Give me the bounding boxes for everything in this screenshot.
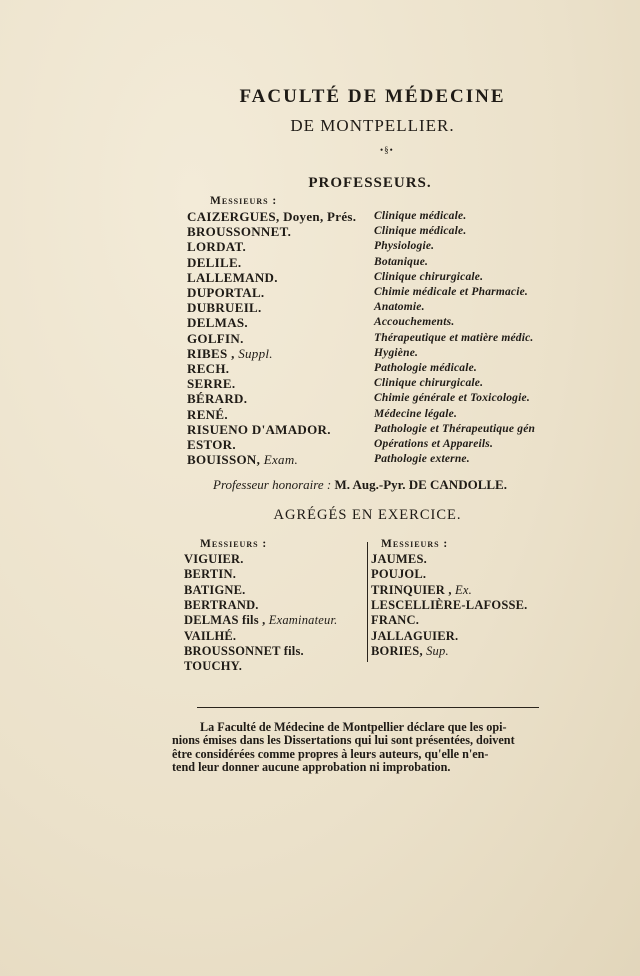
professor-name [187, 224, 291, 240]
professor-name [187, 361, 229, 377]
agrege-name [371, 598, 527, 613]
agrege-name-text: BERTIN. [184, 567, 237, 582]
professor-name-text: DELMAS. [187, 315, 248, 331]
professor-name [187, 300, 262, 316]
agrege-name-text: JAUMES. [371, 552, 427, 566]
agrege-name [184, 659, 242, 674]
agrege-name [184, 567, 236, 582]
professor-name [187, 437, 236, 453]
disclaimer-line: être considérées comme propres à leurs auteurs, qu'elle n'en- [172, 746, 489, 761]
agrege-name-text: POUJOL. [371, 567, 427, 582]
agrege-note: Ex. [455, 582, 472, 597]
professor-name-text: BROUSSONNET. [187, 224, 292, 240]
professor-name-text: GOLFIN. [187, 330, 244, 346]
honoraire-label: Professeur honoraire : [213, 477, 332, 492]
professor-name [187, 209, 356, 225]
professor-name [187, 239, 246, 255]
professor-specialty: Clinique chirurgicale. [374, 270, 484, 283]
agrege-name-text: VAILHÉ. [184, 628, 237, 643]
agreges-left-messieurs: Messieurs : [200, 538, 268, 550]
professor-specialty: Clinique médicale. [374, 225, 467, 238]
professor-name [187, 346, 273, 362]
professor-specialty: Thérapeutique et matière médic. [374, 331, 534, 344]
section-rule [197, 707, 539, 708]
professor-specialty: Physiologie. [374, 240, 435, 253]
agrege-name [371, 613, 419, 628]
ornament: •§• [380, 145, 394, 155]
professor-name [187, 452, 298, 468]
agrege-name-text: BERTRAND. [184, 597, 259, 612]
agrege-name [184, 629, 236, 644]
professor-name [187, 285, 264, 301]
professor-name-text: ESTOR. [187, 437, 236, 452]
agrege-name-text: DELMAS fils , [184, 613, 266, 628]
professor-name-text: LORDAT. [187, 239, 247, 255]
agreges-heading: AGRÉGÉS EN EXERCICE. [273, 507, 462, 523]
professor-name [187, 422, 331, 438]
professor-name-text: RISUENO D'AMADOR. [187, 421, 331, 437]
professor-specialty: Accouchements. [374, 316, 455, 329]
disclaimer-line: tend leur donner aucune approbation ni improbation. [172, 759, 451, 774]
professor-name [187, 331, 244, 347]
agrege-name [371, 552, 427, 567]
honoraire-name: M. Aug.-Pyr. DE CANDOLLE. [334, 477, 507, 492]
agrege-name-text: BATIGNE. [184, 582, 246, 597]
professor-specialty: Opérations et Appareils. [374, 438, 494, 450]
faculty-subtitle: DE MONTPELLIER. [290, 116, 455, 135]
agrege-name [371, 583, 472, 598]
professor-name [187, 407, 228, 423]
agrege-name-text: JALLAGUIER. [371, 628, 459, 643]
faculty-title: FACULTÉ DE MÉDECINE [239, 86, 506, 107]
professor-name-text: LALLEMAND. [187, 269, 278, 285]
professor-name-text: DELILE. [187, 254, 242, 270]
disclaimer-paragraph [172, 721, 542, 774]
professor-specialty: Médecine légale. [374, 407, 458, 420]
disclaimer-line: La Faculté de Médecine de Montpellier déclare que les opi- [200, 720, 507, 734]
professor-specialty: Hygiène. [374, 346, 419, 359]
professor-name [187, 376, 235, 392]
professor-name [187, 391, 247, 407]
agrege-name-text: VIGUIER. [184, 552, 244, 566]
professor-specialty: Chimie médicale et Pharmacie. [374, 286, 528, 298]
agrege-name [371, 567, 426, 582]
professor-name [187, 315, 248, 331]
professor-specialty: Clinique chirurgicale. [374, 377, 484, 390]
agrege-name-text: BROUSSONNET fils. [184, 643, 304, 658]
agrege-name [371, 644, 449, 659]
professor-name [187, 270, 278, 286]
professeurs-messieurs: Messieurs : [210, 195, 278, 207]
professor-name [187, 255, 241, 271]
column-divider [367, 542, 368, 662]
professeurs-heading: PROFESSEURS. [308, 175, 432, 191]
agrege-name-text: FRANC. [371, 613, 420, 628]
disclaimer-line: nions émises dans les Dissertations qui lui sont présentées, doivent [172, 733, 515, 748]
professor-name-text: RECH. [187, 361, 230, 376]
professor-name-text: RIBES , [187, 345, 235, 361]
agrege-note: Sup. [426, 643, 449, 658]
agrege-note: Examinateur. [268, 613, 338, 628]
professor-note: Exam. [263, 452, 299, 468]
professor-specialty: Pathologie médicale. [374, 362, 478, 374]
honoraire-line [213, 477, 507, 493]
professor-name-text: DUBRUEIL. [187, 300, 262, 316]
professor-specialty: Chimie générale et Toxicologie. [374, 392, 530, 405]
agrege-name [371, 629, 458, 644]
agrege-name-text: TRINQUIER , [371, 582, 452, 597]
professor-specialty: Pathologie et Thérapeutique gén [374, 422, 536, 435]
agrege-name-text: BORIES, [371, 643, 423, 658]
agrege-name [184, 583, 245, 598]
professor-name-text: BÉRARD. [187, 391, 248, 407]
agrege-name [184, 598, 259, 613]
professor-name-text: BOUISSON, [187, 452, 261, 468]
professor-name-text: RENÉ. [187, 406, 228, 422]
professor-specialty: Anatomie. [374, 301, 425, 314]
professor-name-text: DUPORTAL. [187, 285, 265, 300]
agrege-name [184, 644, 304, 659]
professor-specialty: Botanique. [374, 255, 429, 268]
agrege-name [184, 613, 337, 628]
agrege-name-text: LESCELLIÈRE-LAFOSSE. [371, 597, 528, 612]
professor-specialty: Pathologie externe. [374, 453, 470, 466]
professor-note: Suppl. [238, 345, 273, 361]
agrege-name-text: TOUCHY. [184, 659, 243, 674]
professor-specialty: Clinique médicale. [374, 210, 467, 222]
professor-name-text: SERRE. [187, 376, 236, 392]
agreges-right-messieurs: Messieurs : [381, 538, 449, 550]
professor-name-text: CAIZERGUES, Doyen, Prés. [187, 209, 357, 224]
agrege-name [184, 552, 244, 567]
